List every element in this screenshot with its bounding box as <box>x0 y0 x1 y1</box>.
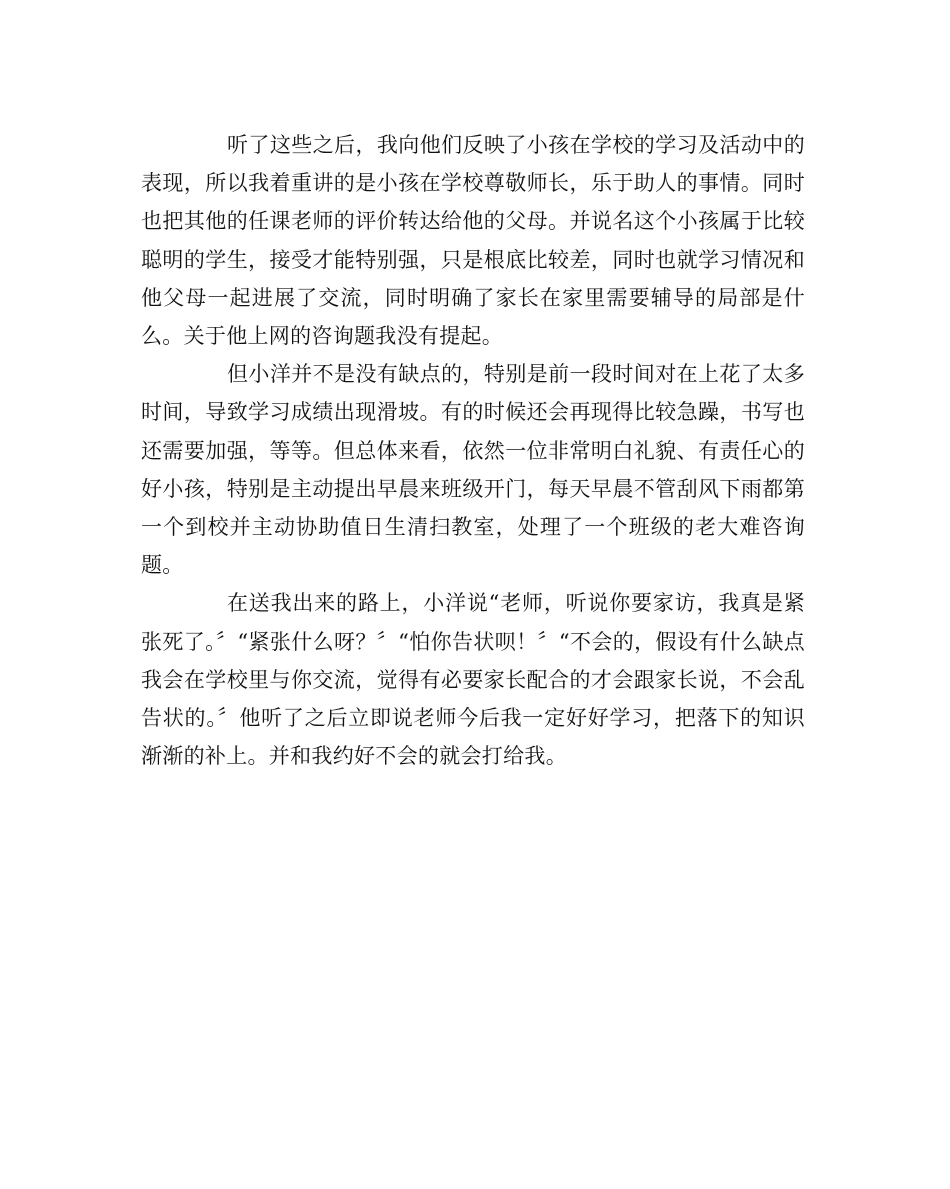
paragraph-2: 但小洋并不是没有缺点的，特别是前一段时间对在上花了太多时间，导致学习成绩出现滑坡。有的时候还会再现得比较急躁，书写也还需要加强，等等。但总体来看，依然一位非常明白礼貌、有责任心的好小孩，特别是主动提出早晨来班级开门，每天早晨不管刮风下雨都第一个到校并主动协助值日生清扫教室，处理了一个班级的老大难咨询题。 <box>141 362 805 578</box>
document-body <box>141 126 805 775</box>
paragraph-1: 听了这些之后，我向他们反映了小孩在学校的学习及活动中的表现，所以我着重讲的是小孩在学校尊敬师长，乐于助人的事情。同时也把其他的任课老师的评价转达给他的父母。并说名这个小孩属于比较聪明的学生，接受才能特别强，只是根底比较差，同时也就学习情况和他父母一起进展了交流，同时明确了家长在家里需要辅导的局部是什么。关于他上网的咨询题我没有提起。 <box>141 133 805 349</box>
paragraph-3: 在送我出来的路上，小洋说“老师，听说你要家访，我真是紧张死了。〞“紧张什么呀？〞“怕你告状呗！〞“不会的，假设有什么缺点我会在学校里与你交流，觉得有必要家长配合的才会跟家长说，不会乱告状的。〞他听了之后立即说老师今后我一定好好学习，把落下的知识渐渐的补上。并和我约好不会的就会打给我。 <box>141 591 805 769</box>
